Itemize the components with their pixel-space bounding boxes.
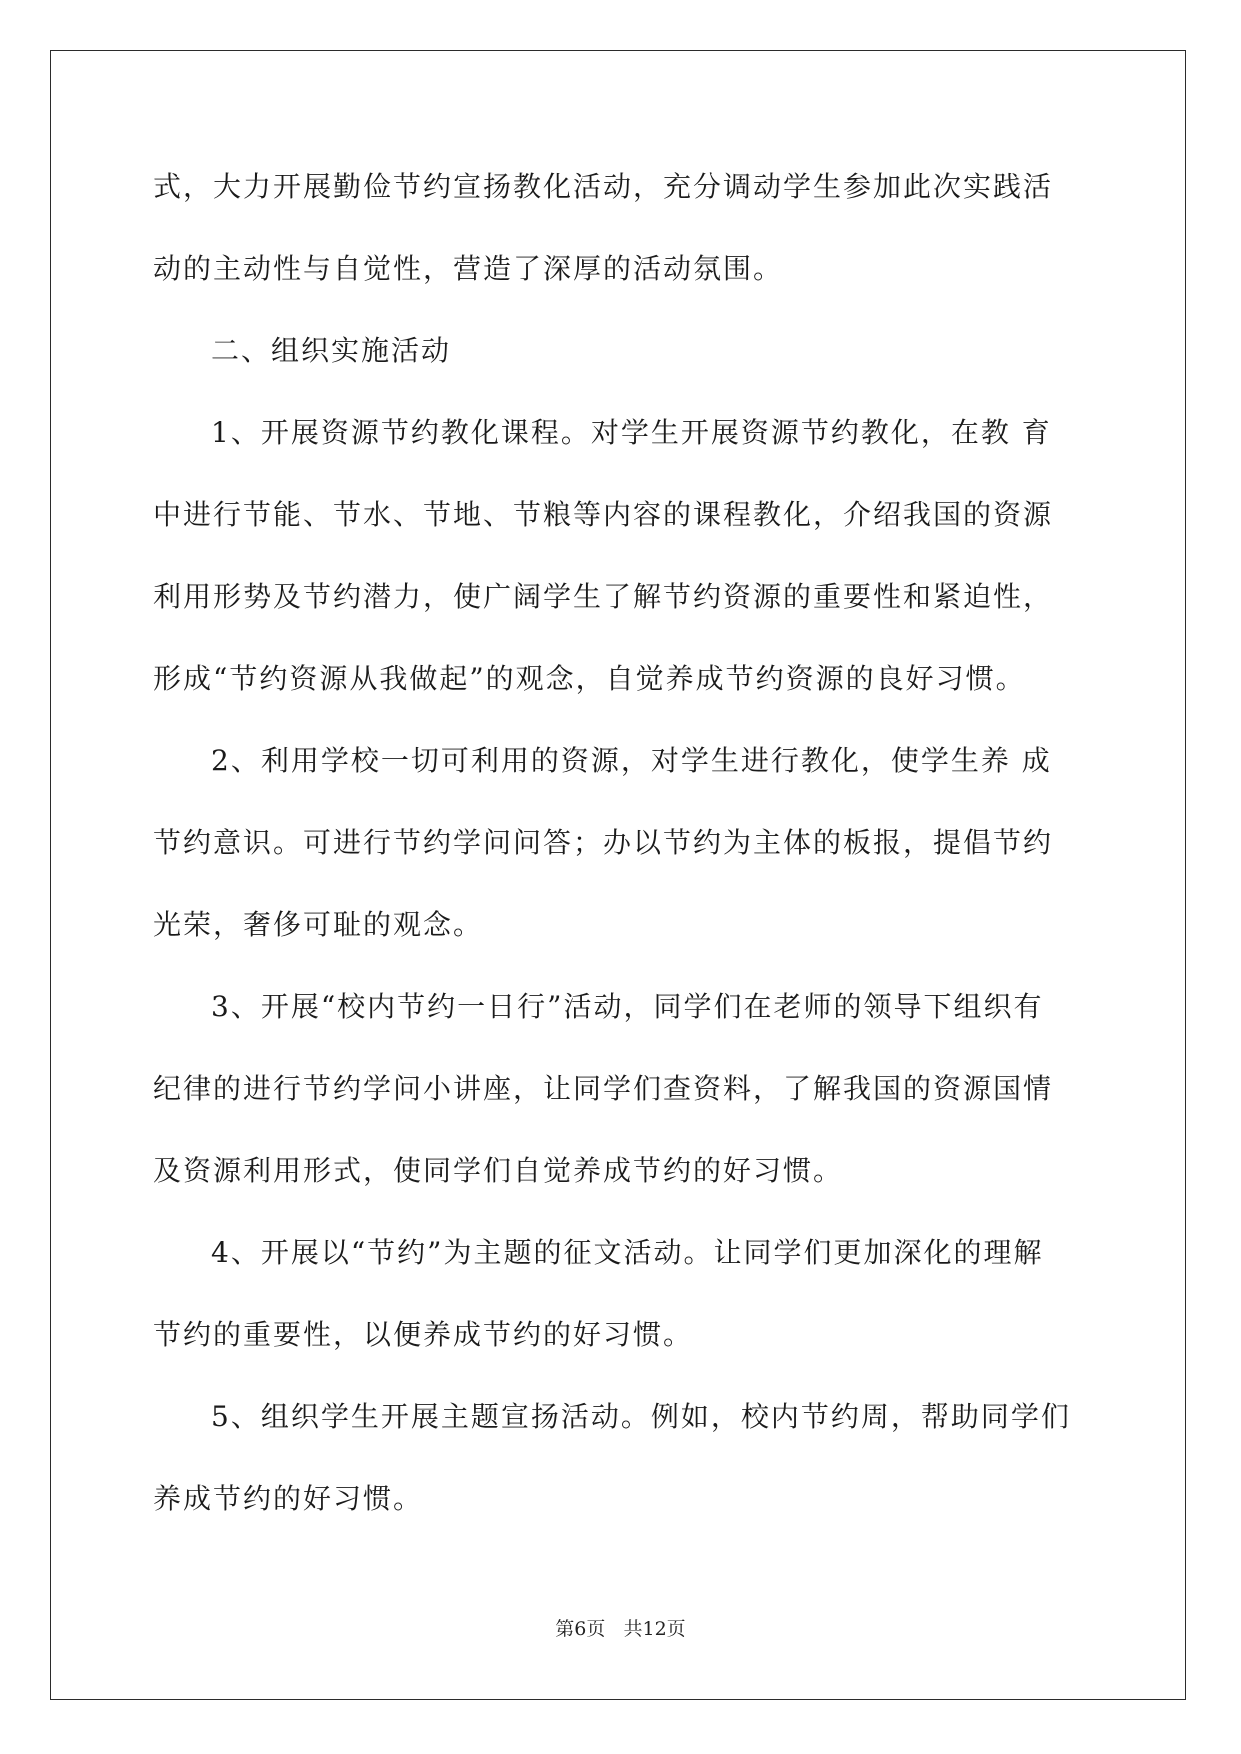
text-line: 纪律的进行节约学问小讲座，让同学们查资料，了解我国的资源国情 [153,1072,1054,1105]
text-line: 节约意识。可进行节约学问问答；办以节约为主体的板报，提倡节约 [153,826,1054,859]
text-line: 2、利用学校一切可利用的资源，对学生进行教化，使学生养 成 [211,744,1052,777]
text-line: 4、开展以“节约”为主题的征文活动。让同学们更加深化的理解 [211,1236,1044,1269]
text-line: 动的主动性与自觉性，营造了深厚的活动氛围。 [153,252,784,285]
page-number: 第6页 共12页 [555,1618,686,1640]
text-line: 利用形势及节约潜力，使广阔学生了解节约资源的重要性和紧迫性， [153,580,1054,613]
section-heading: 二、组织实施活动 [211,334,452,367]
text-line: 5、组织学生开展主题宣扬活动。例如，校内节约周，帮助同学们 [211,1400,1071,1433]
text-line: 式，大力开展勤俭节约宣扬教化活动，充分调动学生参加此次实践活 [153,170,1054,203]
text-line: 养成节约的好习惯。 [153,1482,424,1515]
text-line: 1、开展资源节约教化课程。对学生开展资源节约教化，在教 育 [211,416,1052,449]
text-line: 节约的重要性，以便养成节约的好习惯。 [153,1318,694,1351]
text-line: 光荣，奢侈可耻的观念。 [153,908,484,941]
text-line: 中进行节能、节水、节地、节粮等内容的课程教化，介绍我国的资源 [153,498,1054,531]
document-body [153,162,1088,1556]
text-line: 及资源利用形式，使同学们自觉养成节约的好习惯。 [153,1154,844,1187]
text-line: 3、开展“校内节约一日行”活动，同学们在老师的领导下组织有 [211,990,1044,1023]
text-line: 形成“节约资源从我做起”的观念，自觉养成节约资源的良好习惯。 [153,662,1026,695]
